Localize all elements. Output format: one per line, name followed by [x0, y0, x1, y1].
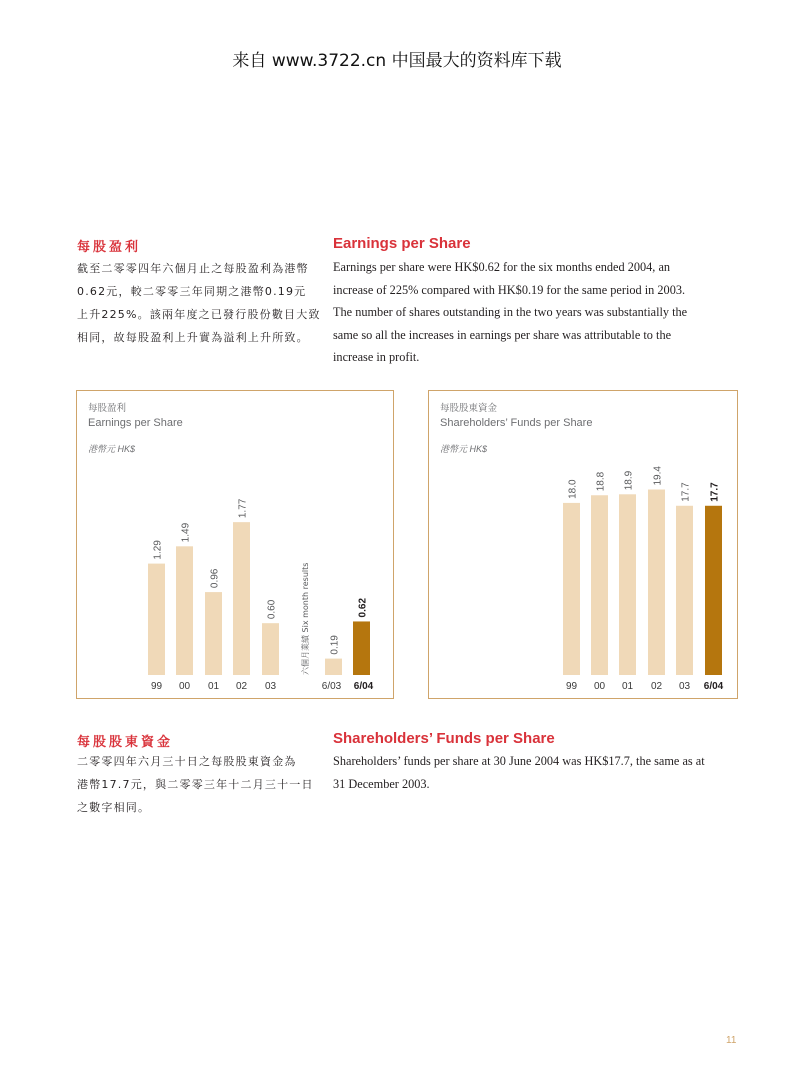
sf-chart-title-zh: 每股股東資金 — [440, 403, 498, 414]
page-number: 11 — [726, 1035, 737, 1046]
sf-body-zh-line: 之數字相同。 — [77, 801, 151, 814]
eps-category-label: 01 — [207, 681, 220, 692]
sf-bar-label: 17.7 — [709, 482, 721, 502]
eps-category-label: 02 — [235, 681, 248, 692]
sf-bar-99 — [563, 503, 580, 675]
sf-bar-label: 18.9 — [623, 470, 635, 491]
eps-interim-bar-label: 0.62 — [357, 597, 369, 618]
eps-bar-label: 0.60 — [266, 599, 278, 620]
eps-body-zh — [77, 257, 321, 349]
eps-body-en — [333, 256, 687, 369]
eps-interim-category-label: 6/03 — [321, 681, 342, 692]
sf-category-label: 6/04 — [703, 681, 724, 692]
sf-body-en-line: Shareholders’ funds per share at 30 June 2004 was HK$17.7, the same as at — [333, 754, 705, 768]
eps-heading-en: Earnings per Share — [333, 235, 471, 252]
eps-bar-label: 1.49 — [180, 522, 192, 543]
eps-bar-label: 0.96 — [209, 568, 221, 589]
sf-body-en-line: 31 December 2003. — [333, 776, 430, 791]
sf-chart-unit: 港幣元 HK$ — [440, 444, 488, 454]
sf-bar-03 — [676, 506, 693, 675]
sf-heading-zh: 每股股東資金 — [77, 735, 174, 750]
sf-chart-svg — [429, 391, 739, 700]
eps-chart-svg — [77, 391, 395, 700]
eps-category-label: 99 — [150, 681, 163, 692]
eps-body-en-line: Earnings per share were HK$0.62 for the six months ended 2004, an — [333, 260, 671, 274]
eps-body-en-line: The number of shares outstanding in the two years was substantially the — [333, 305, 688, 319]
eps-bar-00 — [176, 546, 193, 675]
sf-category-label: 02 — [650, 681, 663, 692]
eps-body-zh-line: 0.62元，較二零零三年同期之港幣0.19元 — [77, 285, 307, 298]
eps-body-en-line: increase in profit. — [333, 350, 420, 364]
download-banner: 来自 www.3722.cn 中国最大的资料库下载 — [232, 51, 562, 71]
eps-interim-category-label: 6/04 — [353, 681, 374, 692]
eps-interim-bar-6/04 — [353, 621, 370, 675]
sf-category-label: 01 — [621, 681, 634, 692]
sf-bar-label: 17.7 — [680, 482, 692, 502]
eps-body-en-line: same so all the increases in earnings per share was attributable to the — [333, 327, 672, 342]
sf-bar-label: 18.0 — [567, 479, 579, 499]
eps-interim-bar-6/03 — [325, 659, 342, 675]
sf-bar-02 — [648, 490, 665, 675]
sf-category-label: 03 — [678, 681, 691, 692]
sf-chart — [428, 390, 738, 699]
eps-category-label: 00 — [178, 681, 191, 692]
sf-category-label: 99 — [565, 681, 578, 692]
eps-body-zh-line: 相同，故每股盈利上升實為溢利上升所致。 — [77, 331, 309, 344]
eps-body-en-line: increase of 225% compared with HK$0.19 for the same period in 2003. — [333, 282, 686, 297]
sf-bar-00 — [591, 495, 608, 675]
eps-body-zh-line: 上升225%。該兩年度之已發行股份數目大致 — [77, 308, 321, 321]
sf-body-zh-line: 二零零四年六月三十日之每股股東資金為 — [77, 755, 297, 768]
eps-bar-02 — [233, 522, 250, 675]
sf-bar-6/04 — [705, 506, 722, 675]
sf-bar-label: 19.4 — [652, 466, 664, 486]
eps-chart-title-zh: 每股盈利 — [88, 403, 127, 414]
sf-body-zh-line: 港幣17.7元，與二零零三年十二月三十一日 — [77, 778, 314, 791]
eps-interim-bar-label: 0.19 — [329, 635, 341, 655]
eps-six-month-note: 六個月業績 Six month results — [301, 562, 310, 675]
eps-chart-unit: 港幣元 HK$ — [88, 444, 136, 454]
eps-chart — [76, 390, 394, 699]
sf-category-label: 00 — [593, 681, 606, 692]
sf-body-en — [333, 750, 705, 795]
sf-bar-label: 18.8 — [595, 471, 607, 492]
sf-heading-en: Shareholders’ Funds per Share — [333, 730, 555, 747]
eps-heading-zh: 每股盈利 — [77, 240, 142, 255]
eps-chart-title: Earnings per Share — [88, 417, 183, 429]
eps-bar-03 — [262, 623, 279, 675]
sf-body-zh — [77, 750, 314, 819]
eps-body-zh-line: 截至二零零四年六個月止之每股盈利為港幣 — [77, 262, 309, 275]
eps-category-label: 03 — [264, 681, 277, 692]
eps-bar-01 — [205, 592, 222, 675]
eps-bar-label: 1.29 — [152, 540, 164, 560]
sf-chart-title: Shareholders’ Funds per Share — [440, 417, 593, 429]
eps-bar-99 — [148, 564, 165, 675]
sf-bar-01 — [619, 494, 636, 675]
eps-bar-label: 1.77 — [237, 498, 249, 519]
